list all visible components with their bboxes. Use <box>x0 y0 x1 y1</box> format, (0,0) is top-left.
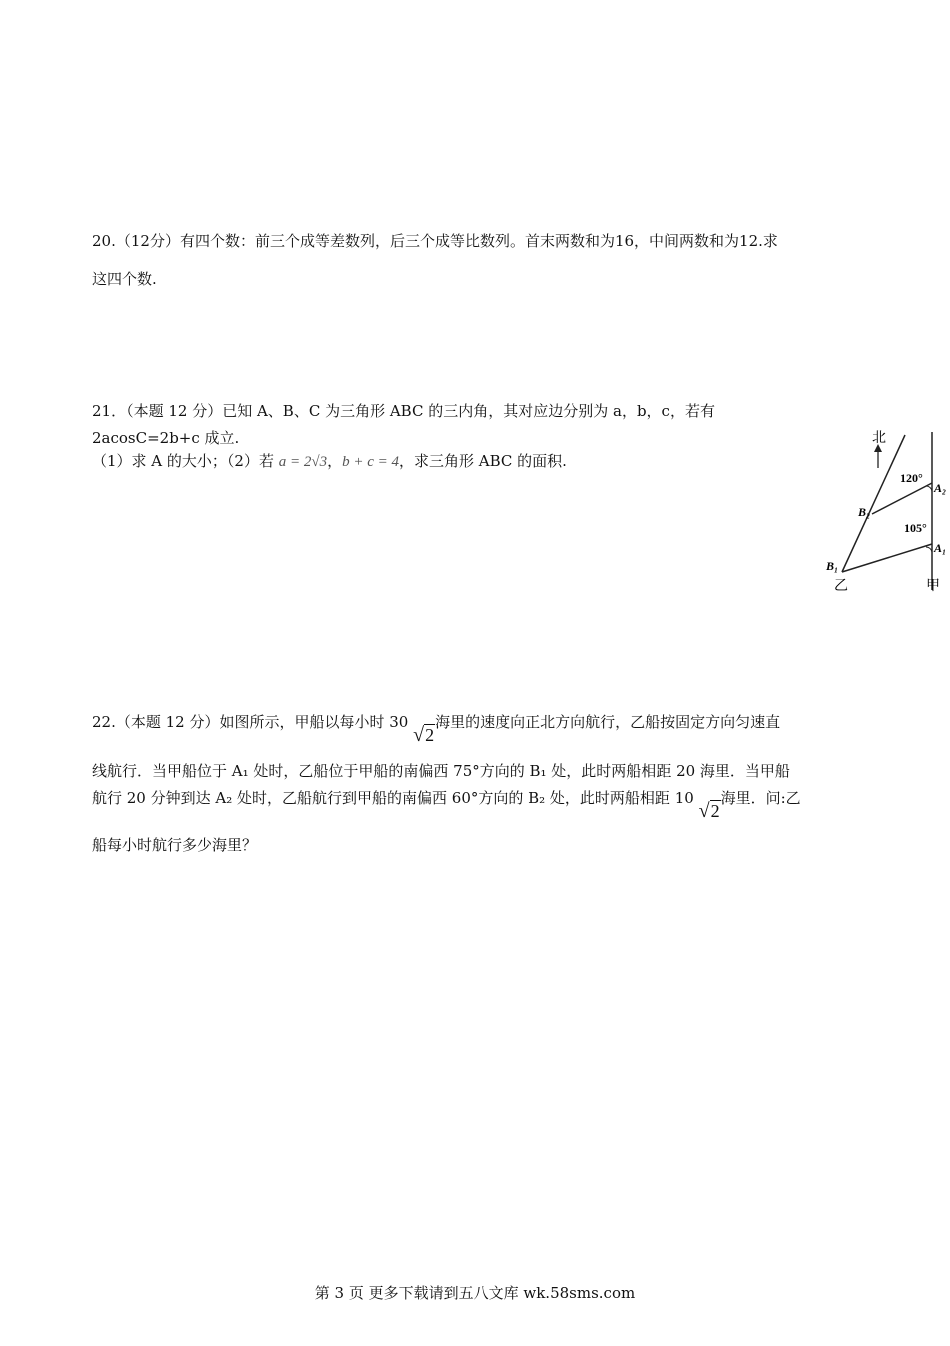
sqrt-expression <box>699 801 721 821</box>
q22-line-1-text-a: 22.（本题 12 分）如图所示，甲船以每小时 30 <box>92 713 409 731</box>
point-label-a1: A₁ <box>934 541 947 555</box>
q21-line-2: 2acosC=2b+c 成立. <box>92 429 240 447</box>
ship-label-jia: 甲 <box>926 579 940 594</box>
q21-line-3-text-a: （1）求 A 的大小；（2）若 <box>92 452 274 470</box>
angle-label-105: 105° <box>904 521 927 535</box>
q22-line-3-text-a: 航行 20 分钟到达 A₂ 处时，乙船航行到甲船的南偏西 60°方向的 B₂ 处，此时两船相距 10 <box>92 789 694 807</box>
sqrt-expression <box>413 725 435 745</box>
sqrt-radicand: 2 <box>425 725 435 745</box>
point-label-b2: B₂ <box>858 505 871 519</box>
q20-line-2: 这四个数. <box>92 270 157 288</box>
q21-line-3 <box>92 451 567 472</box>
radical-sign: √ <box>413 724 425 746</box>
q22-line-3 <box>92 787 801 822</box>
q22-line-2: 线航行．当甲船位于 A₁ 处时，乙船位于甲船的南偏西 75°方向的 B₁ 处，此时两船相距 20 海里．当甲船 <box>92 762 790 780</box>
angle-arc-120 <box>926 486 932 492</box>
q22-line-1 <box>92 711 781 746</box>
q21-math-a: a = 2√3 <box>278 454 328 470</box>
q20-line-1: 20.（12分）有四个数：前三个成等差数列，后三个成等比数列。首末两数和为16，中间两数和为12.求 <box>92 232 778 250</box>
point-label-a2: A₂ <box>934 481 947 495</box>
angle-arc-105 <box>926 547 932 552</box>
north-label: 北 <box>872 431 886 446</box>
point-label-b1: B₁ <box>826 559 839 573</box>
q22-line-4: 船每小时航行多少海里？ <box>92 836 258 854</box>
q21-line-3-text-b: ，求三角形 ABC 的面积. <box>399 452 567 470</box>
radical-sign: √ <box>698 800 710 822</box>
q21-math-bc: b + c = 4 <box>342 454 400 470</box>
ship-b-path-line <box>842 435 905 572</box>
q22-line-3-text-b: 海里．问:乙 <box>720 789 801 807</box>
page-footer: 第 3 页 更多下载请到五八文库 wk.58sms.com <box>314 1284 636 1302</box>
q21-line-1: 21．（本题 12 分）已知 A、B、C 为三角形 ABC 的三内角，其对应边分别为 a，b，c，若有 <box>92 402 715 420</box>
b1-a1-line <box>842 544 932 572</box>
ship-diagram <box>820 420 950 600</box>
ship-label-yi: 乙 <box>834 579 848 594</box>
sqrt-radicand: 2 <box>710 801 720 821</box>
q22-line-1-text-b: 海里的速度向正北方向航行，乙船按固定方向匀速直 <box>435 713 781 731</box>
angle-label-120: 120° <box>900 471 923 485</box>
q21-separator: ， <box>327 452 343 470</box>
